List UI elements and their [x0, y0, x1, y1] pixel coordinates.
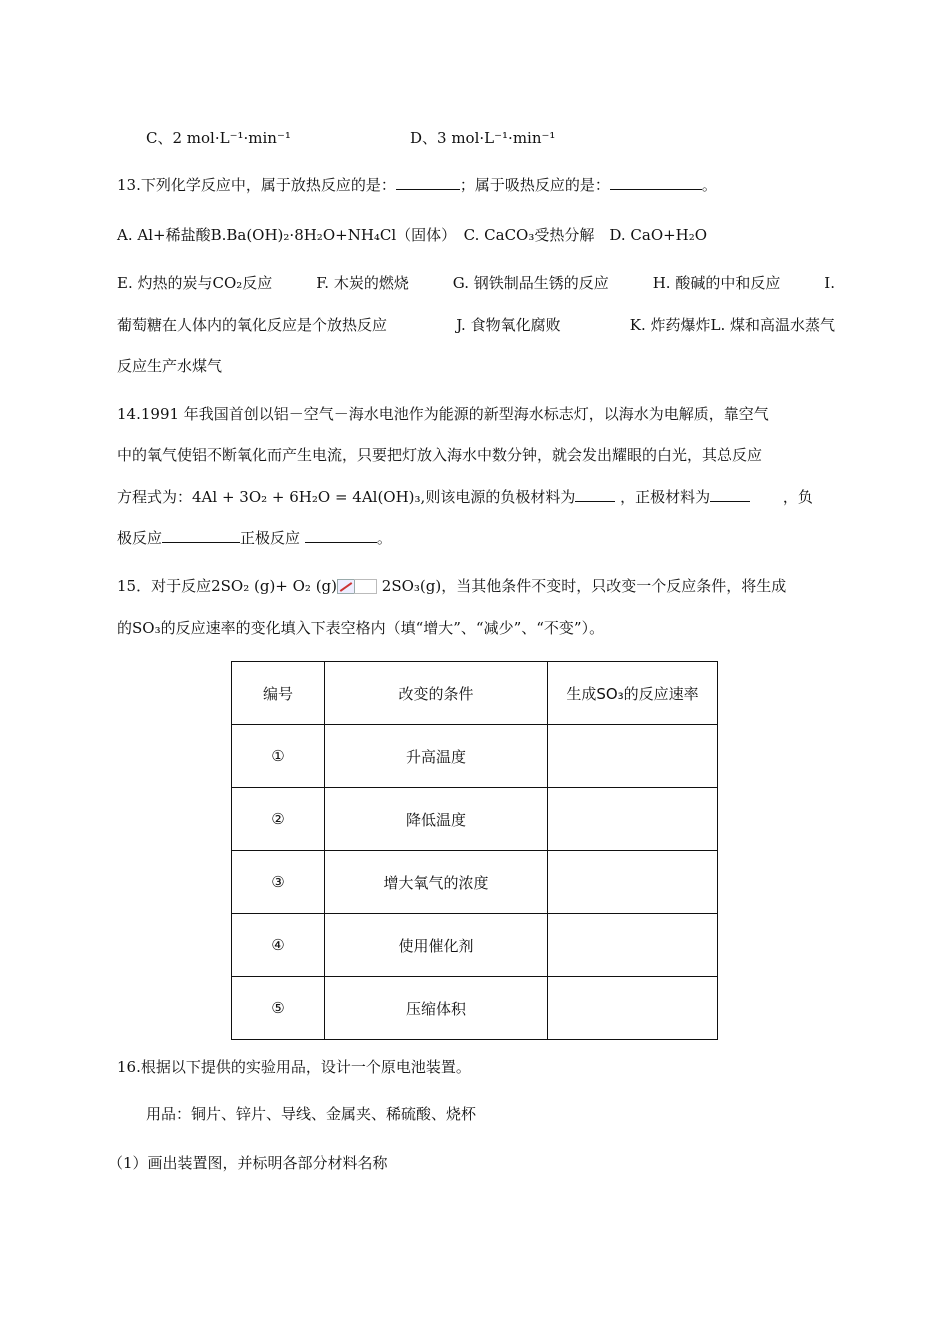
table-cell-number: ④	[232, 914, 325, 977]
q14-blank-negative-material[interactable]	[575, 487, 615, 502]
q13-option-k-l: K. 炸药爆炸L. 煤和高温水蒸气	[629, 316, 835, 334]
q14-line4-b: 正极反应	[240, 529, 301, 547]
q14-line3-a: 方程式为：4Al + 3O₂ + 6H₂O = 4Al(OH)₃,则该电源的负极材料为	[117, 488, 576, 506]
q13-options-line1: A. Al+稀盐酸B.Ba(OH)₂·8H₂O+NH₄Cl（固体） C. CaCO₃受热分解 D. CaO+H₂O	[117, 226, 708, 244]
q14-line2: 中的氧气使铝不断氧化而产生电流，只要把灯放入海水中数分钟，就会发出耀眼的白光，其总反应	[117, 446, 763, 464]
table-cell-number: ③	[232, 851, 325, 914]
q12-option-c: C、2 mol·L⁻¹·min⁻¹	[146, 129, 291, 147]
q13-option-i-text: 葡萄糖在人体内的氧化反应是个放热反应	[117, 316, 388, 334]
q13-options-line2	[117, 273, 835, 293]
table-cell-answer[interactable]	[548, 725, 718, 788]
table-header-cell: 编号	[232, 662, 325, 725]
table-cell-number: ①	[232, 725, 325, 788]
q14-blank-positive-reaction[interactable]	[305, 528, 377, 543]
table-row	[232, 788, 718, 851]
table-cell-answer[interactable]	[548, 851, 718, 914]
q13-option-g: G. 钢铁制品生锈的反应	[452, 274, 609, 292]
table-cell-number: ⑤	[232, 977, 325, 1040]
table-cell-condition: 增大氧气的浓度	[325, 851, 548, 914]
q14-line3	[117, 487, 813, 507]
q13-blank-exothermic[interactable]	[396, 175, 460, 190]
q15-line2: 的SO₃的反应速率的变化填入下表空格内（填“增大”、“减少”、“不变”）。	[117, 619, 605, 637]
reversible-arrow-icon	[337, 579, 377, 593]
q14-line4-a: 极反应	[117, 529, 163, 547]
table-row	[232, 914, 718, 977]
table-cell-condition: 使用催化剂	[325, 914, 548, 977]
q13-option-j: J. 食物氧化腐败	[456, 316, 561, 334]
q13-stem-a: 13.下列化学反应中，属于放热反应的是：	[117, 176, 396, 194]
q16-part1: （1）画出装置图，并标明各部分材料名称	[108, 1154, 388, 1172]
table-cell-condition: 升高温度	[325, 725, 548, 788]
q13-stem	[117, 175, 717, 195]
table-row	[232, 977, 718, 1040]
q15-line1-a: 15．对于反应2SO₂ (g)+ O₂ (g)	[117, 577, 338, 595]
table-cell-answer[interactable]	[548, 977, 718, 1040]
q15-line1	[117, 576, 786, 596]
q13-option-e: E. 灼热的炭与CO₂反应	[117, 274, 273, 292]
q14-line3-c: ，负	[782, 488, 813, 506]
q12-option-d: D、3 mol·L⁻¹·min⁻¹	[410, 129, 556, 147]
table-cell-condition: 降低温度	[325, 788, 548, 851]
q14-line3-b: ，正极材料为	[620, 488, 711, 506]
q13-option-h: H. 酸碱的中和反应	[652, 274, 781, 292]
q14-line4	[117, 528, 392, 548]
table-header-row	[232, 662, 718, 725]
q13-options-line4: 反应生产水煤气	[117, 357, 223, 375]
table-cell-answer[interactable]	[548, 788, 718, 851]
table-cell-answer[interactable]	[548, 914, 718, 977]
q13-option-i-label: I.	[824, 274, 835, 292]
q13-stem-end: 。	[701, 176, 717, 194]
q13-option-f: F. 木炭的燃烧	[316, 274, 409, 292]
q14-blank-positive-material[interactable]	[710, 487, 750, 502]
q16-stem: 16.根据以下提供的实验用品，设计一个原电池装置。	[117, 1058, 471, 1076]
table-header-cell: 生成SO₃的反应速率	[548, 662, 718, 725]
q15-line1-b: 2SO₃(g)，当其他条件不变时，只改变一个反应条件，将生成	[381, 577, 787, 595]
table-cell-number: ②	[232, 788, 325, 851]
q13-blank-endothermic[interactable]	[610, 175, 702, 190]
table-cell-condition: 压缩体积	[325, 977, 548, 1040]
q16-materials: 用品：铜片、锌片、导线、金属夹、稀硫酸、烧杯	[146, 1105, 477, 1123]
q14-line1: 14.1991 年我国首创以铝－空气－海水电池作为能源的新型海水标志灯，以海水为电解质，靠空气	[117, 405, 769, 423]
q15-rate-table	[231, 661, 718, 1040]
q13-stem-b: ；属于吸热反应的是：	[459, 176, 610, 194]
q14-blank-negative-reaction[interactable]	[162, 528, 240, 543]
table-row	[232, 725, 718, 788]
table-header-cell: 改变的条件	[325, 662, 548, 725]
table-row	[232, 851, 718, 914]
q14-line4-end: 。	[376, 529, 392, 547]
q13-options-line3	[117, 315, 835, 335]
